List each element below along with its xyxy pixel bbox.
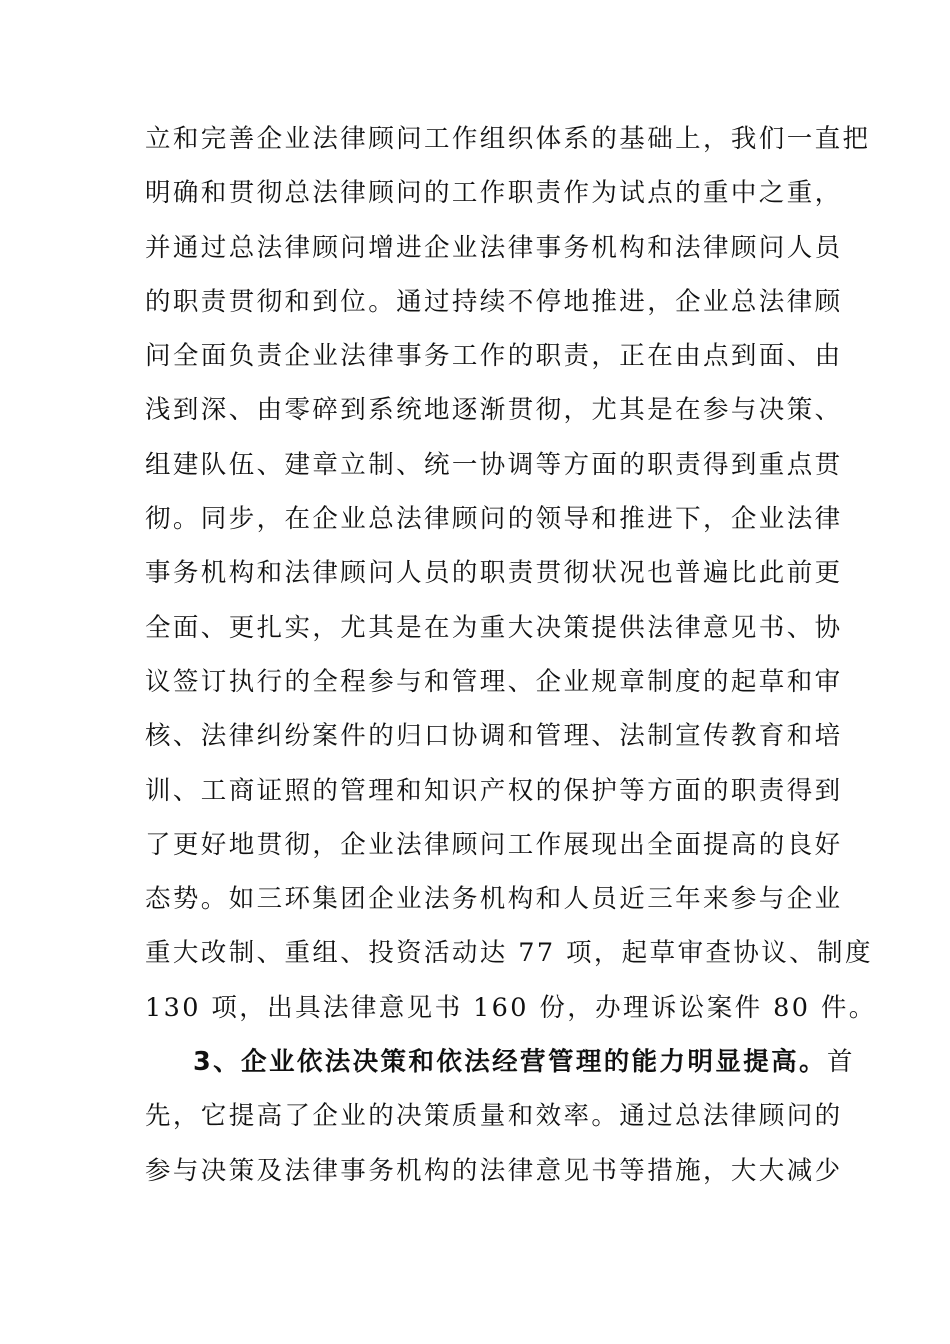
text-line: 浅到深、由零碎到系统地逐渐贯彻，尤其是在参与决策、 (145, 395, 843, 426)
text-line: 并通过总法律顾问增进企业法律事务机构和法律顾问人员 (145, 232, 843, 263)
text-line: 了更好地贯彻，企业法律顾问工作展现出全面提高的良好 (145, 829, 843, 860)
section-heading: 3、企业依法决策和依法经营管理的能力明显提高。 (193, 1047, 827, 1078)
text-line: 问全面负责企业法律事务工作的职责，正在由点到面、由 (145, 341, 843, 372)
text-line: 事务机构和法律顾问人员的职责贯彻状况也普遍比此前更 (145, 558, 843, 589)
text-line: 彻。同步，在企业总法律顾问的领导和推进下，企业法律 (145, 504, 843, 535)
text-line: 先，它提高了企业的决策质量和效率。通过总法律顾问的 (145, 1101, 843, 1132)
heading-trailing-text: 首 (826, 1047, 855, 1078)
text-line: 组建队伍、建章立制、统一协调等方面的职责得到重点贯 (145, 449, 843, 480)
section-heading-line (145, 1035, 855, 1089)
text-line: 议签订执行的全程参与和管理、企业规章制度的起草和审 (145, 666, 843, 697)
text-line: 重大改制、重组、投资活动达 77 项，起草审查协议、制度 (145, 938, 873, 969)
text-line: 130 项，出具法律意见书 160 份，办理诉讼案件 80 件。 (145, 992, 877, 1023)
text-line: 立和完善企业法律顾问工作组织体系的基础上，我们一直把 (145, 124, 871, 154)
text-line: 的职责贯彻和到位。通过持续不停地推进，企业总法律顾 (145, 286, 843, 317)
body-text (145, 112, 877, 1198)
text-line: 参与决策及法律事务机构的法律意见书等措施，大大减少 (145, 1155, 843, 1186)
text-line: 明确和贯彻总法律顾问的工作职责作为试点的重中之重， (145, 178, 843, 209)
text-line: 核、法律纠纷案件的归口协调和管理、法制宣传教育和培 (145, 721, 843, 752)
text-line: 训、工商证照的管理和知识产权的保护等方面的职责得到 (145, 775, 843, 806)
text-line: 全面、更扎实，尤其是在为重大决策提供法律意见书、协 (145, 612, 843, 643)
text-line: 态势。如三环集团企业法务机构和人员近三年来参与企业 (145, 884, 843, 915)
